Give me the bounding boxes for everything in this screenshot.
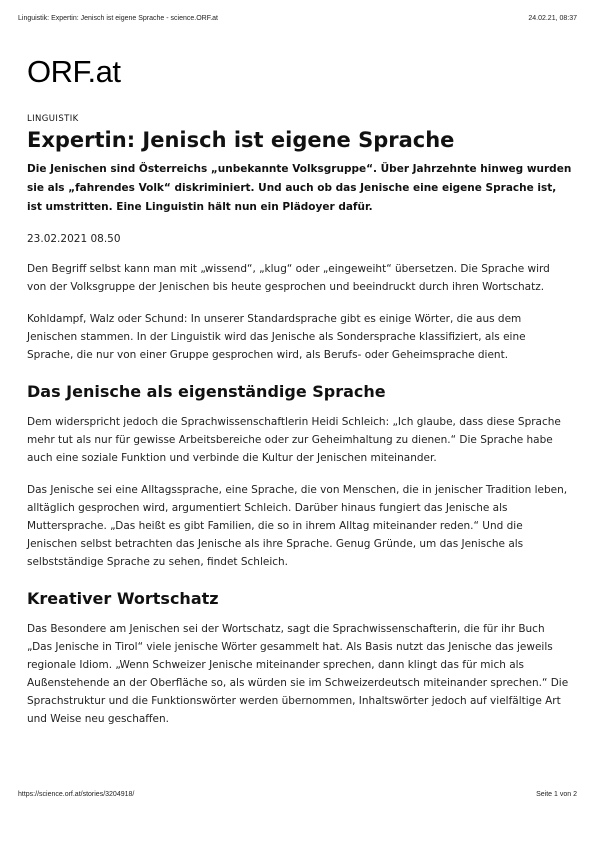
article-headline: Expertin: Jenisch ist eigene Sprache: [27, 128, 455, 152]
print-header-datetime: 24.02.21, 08:37: [528, 15, 577, 22]
article-kicker: LINGUISTIK: [27, 114, 79, 124]
article-paragraph: Das Besondere am Jenischen sei der Wortschatz, sagt die Sprachwissenschafterin, die für ihr Buch „Das Jenische in Tirol“ viele jenische Wörter gesammelt hat. Als Basis nutzt das Jenische das jeweils regionale Idiom. „Wenn Schweizer Jenische miteinander sprechen, dann klingt das für mich als Außenstehende an der Oberfläche so, als würden sie im Schweizerdeutsch miteinander sprechen.“ Die Sprachstruktur und die Funktionswörter werden übernommen, Inhaltswörter jedoch auf vielfältige Art und Weise neu geschaffen.: [27, 623, 569, 725]
orf-logo[interactable]: ORF.at: [27, 54, 121, 89]
print-footer-url[interactable]: https://science.orf.at/stories/3204918/: [18, 791, 135, 798]
print-header: [18, 15, 577, 22]
article-paragraph: Kohldampf, Walz oder Schund: In unserer Standardsprache gibt es einige Wörter, die aus dem Jenischen stammen. In der Linguistik wird das Jenische als Sondersprache klassifiziert, als eine Sprache, die nur von einer Gruppe gesprochen wird, als Berufs- oder Geheimsprache dient.: [27, 313, 526, 361]
print-footer: [18, 791, 577, 798]
print-header-title: Linguistik: Expertin: Jenisch ist eigene Sprache - science.ORF.at: [18, 15, 218, 22]
section-heading: Das Jenische als eigenständige Sprache: [27, 382, 386, 401]
article-content: [27, 54, 572, 728]
section-heading: Kreativer Wortschatz: [27, 589, 219, 608]
article-paragraph: Dem widerspricht jedoch die Sprachwissenschaftlerin Heidi Schleich: „Ich glaube, dass diese Sprache mehr tut als nur für gewisse Arbeitsbereiche oder zur Geheimhaltung zu dienen.“ Die Sprache habe auch eine soziale Funktion und verbinde die Kultur der Jenischen miteinander.: [27, 416, 561, 464]
article-paragraph: Das Jenische sei eine Alltagssprache, eine Sprache, die von Menschen, die in jenischer Tradition leben, alltäglich gesprochen wird, argumentiert Schleich. Darüber hinaus fungiert das Jenische als Muttersprache. „Das heißt es gibt Familien, die so in ihrem Alltag miteinander reden.“ Und die Jenischen selbst betrachten das Jenische als ihre Sprache. Genug Gründe, um das Jenische als selbstständige Sprache zu sehen, findet Schleich.: [27, 484, 568, 568]
print-footer-page: Seite 1 von 2: [536, 791, 577, 798]
article-date: 23.02.2021 08.50: [27, 233, 121, 245]
article-lead: Die Jenischen sind Österreichs „unbekannte Volksgruppe“. Über Jahrzehnte hinweg wurden sie als „fahrendes Volk“ diskriminiert. Und auch ob das Jenische eine eigene Sprache ist, ist umstritten. Eine Linguistin hält nun ein Plädoyer dafür.: [27, 163, 572, 213]
article-paragraph: Den Begriff selbst kann man mit „wissend“, „klug“ oder „eingeweiht“ übersetzen. Die Sprache wird von der Volksgruppe der Jenischen bis heute gesprochen und beeindruckt durch ihren Wortschatz.: [27, 263, 550, 293]
